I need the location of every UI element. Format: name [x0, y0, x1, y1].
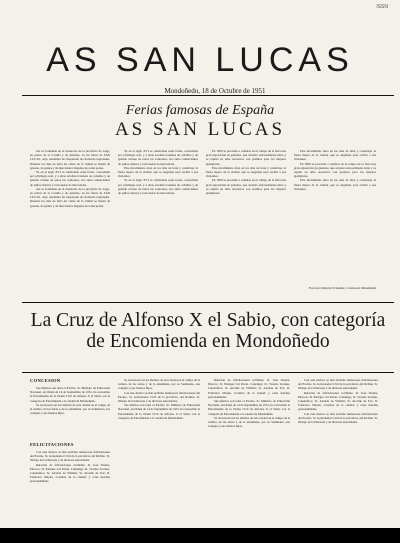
headline-rule — [22, 372, 394, 373]
corner-mark: ISSN — [376, 4, 388, 10]
article-column-2: Ya en el siglo XVI se celebraban estas ferias, concedidas por privilegio real, y a ellas acudían tratantes de caballos y de ganado vacuno de todos los contornos, así como comerciantes de paños, lienzos y toda suerte de mercancías. Este movimiento dura en los días de feria y constituye la fiesta mayor de la ciudad, que se engalana para recibir a sus visitantes. Ya en el siglo XVI se celebraban estas ferias, concedidas por privilegio real, y a ellas acudían tratantes de caballos y de ganado vacuno de todos los contornos, así como comerciantes de paños, lienzos y toda suerte de mercancías. — [118, 149, 198, 196]
bottom-column-2: Se reconocen así los méritos de esta ciudad en el campo de la cultura, de las letras y de la enseñanza, por su Seminario, sus colegios y sus ilustres hijos. Con este motivo se han recibido numerosas felicitaciones del Excmo. Sr. Gobernador Civil de la provincia, del Rvdmo. Sr. Obispo de la Diócesis y de diversas autoridades. Sus méritos son tales el Excmo. Sr. Ministro de Educación Nacional, en Orden de 14 de Septiembre de 1951, ha concedido la Encomienda de la Orden Civil de Alfonso X el Sabio con la categoría de Encomienda a la ciudad de Mondoñedo. — [118, 378, 200, 420]
article-column-3: En 1859 se procedió a celebrar en el campo de la feria una gran exposición de ganados, que alcanzó extraordinario éxito y se repitió en años sucesivos con premios para los mejores ejemplares. Este movimiento dura en los días de feria y constituye la fiesta mayor de la ciudad, que se engalana para recibir a sus visitantes. En 1859 se procedió a celebrar en el campo de la feria una gran exposición de ganados, que alcanzó extraordinario éxito y se repitió en años sucesivos con premios para los mejores ejemplares. — [206, 149, 286, 196]
bottom-column-3: Relación de felicitaciones recibidas: D. José Trueba, Párroco; D. Enrique Cal Pardo, Canónigo; D. Vicente Serrano, Catedrático; Sr. Alcalde de Villalba; Sr. Alcalde de Foz; D. Francisco Mayán, Cronista de la ciudad; y otras muchas personalidades. Sus méritos son tales el Excmo. Sr. Ministro de Educación Nacional, en Orden de 14 de Septiembre de 1951, ha concedido la Encomienda de la Orden Civil de Alfonso X el Sabio con la categoría de Encomienda a la ciudad de Mondoñedo. Se reconocen así los méritos de esta ciudad en el campo de la cultura, de las letras y de la enseñanza, por su Seminario, sus colegios y sus ilustres hijos. — [208, 378, 290, 429]
bottom-column-1b: Con este motivo se han recibido numerosas felicitaciones del Excmo. Sr. Gobernador Civil de la provincia, del Rvdmo. Sr. Obispo de la Diócesis y de diversas autoridades. Relación de felicitaciones recibidas: D. José Trueba, Párroco; D. Enrique Cal Pardo, Canónigo; D. Vicente Serrano, Catedrático; Sr. Alcalde de Villalba; Sr. Alcalde de Foz; D. Francisco Mayán, Cronista de la ciudad; y otras muchas personalidades. — [30, 450, 110, 484]
label-felicitaciones: FELICITACIONES — [30, 442, 74, 447]
bottom-column-4: Con este motivo se han recibido numerosas felicitaciones del Excmo. Sr. Gobernador Civil de la provincia, del Rvdmo. Sr. Obispo de la Diócesis y de diversas autoridades. Relación de felicitaciones recibidas: D. José Trueba, Párroco; D. Enrique Cal Pardo, Canónigo; D. Vicente Serrano, Catedrático; Sr. Alcalde de Villalba; Sr. Alcalde de Foz; D. Francisco Mayán, Cronista de la ciudad; y otras muchas personalidades. Con este motivo se han recibido numerosas felicitaciones del Excmo. Sr. Gobernador Civil de la provincia, del Rvdmo. Sr. Obispo de la Diócesis y de diversas autoridades. — [298, 378, 378, 425]
article-column-4: Este movimiento dura en los días de feria y constituye la fiesta mayor de la ciudad, que se engalana para recibir a sus visitantes. En 1859 se procedió a celebrar en el campo de la feria una gran exposición de ganados, que alcanzó extraordinario éxito y se repitió en años sucesivos con premios para los mejores ejemplares. Este movimiento dura en los días de feria y constituye la fiesta mayor de la ciudad, que se engalana para recibir a sus visitantes. — [294, 149, 376, 191]
middle-rule — [22, 302, 394, 303]
section-subhead: AS SAN LUCAS — [114, 119, 286, 140]
label-concesion: CONCESION — [30, 378, 61, 383]
article-signature: Francisco Mayán Fernández, Cronista de Mondoñedo — [308, 286, 376, 290]
dateline: Mondoñedo, 18 de Octubre de 1951 — [164, 87, 266, 95]
main-headline: La Cruz de Alfonso X el Sabio, con categoría de Encomienda en Mondoñedo — [30, 310, 386, 352]
scan-footer-band — [0, 528, 400, 543]
section-kicker: Ferias famosas de España — [125, 103, 275, 118]
bottom-column-1a: Sus méritos son tales el Excmo. Sr. Ministro de Educación Nacional, en Orden de 14 de Septiembre de 1951, ha concedido la Encomienda de la Orden Civil de Alfonso X el Sabio con la categoría de Encomienda a la ciudad de Mondoñedo. Se reconocen así los méritos de esta ciudad en el campo de la cultura, de las letras y de la enseñanza, por su Seminario, sus colegios y sus ilustres hijos. — [30, 386, 110, 416]
article-column-1: Así se formaban en el mostrario de la provincia de Lugo, en partes de la Coruña y de Asturias, en las ferias de SAN LUCAS, cuyo renombre ha traspasado las fronteras regionales. Durante los días de feria las calles de la ciudad se llenan de ganado, de gentes y de mercaderes llegados de todas partes. Ya en el siglo XVI se celebraban estas ferias, concedidas por privilegio real, y a ellas acudían tratantes de caballos y de ganado vacuno de todos los contornos, así como comerciantes de paños, lienzos y toda suerte de mercancías. Así se formaban en el mostrario de la provincia de Lugo, en partes de la Coruña y de Asturias, en las ferias de SAN LUCAS, cuyo renombre ha traspasado las fronteras regionales. Durante los días de feria las calles de la ciudad se llenan de ganado, de gentes y de mercaderes llegados de todas partes. — [30, 149, 110, 208]
masthead-title: AS SAN LUCAS — [46, 41, 354, 79]
top-rule — [22, 95, 394, 96]
